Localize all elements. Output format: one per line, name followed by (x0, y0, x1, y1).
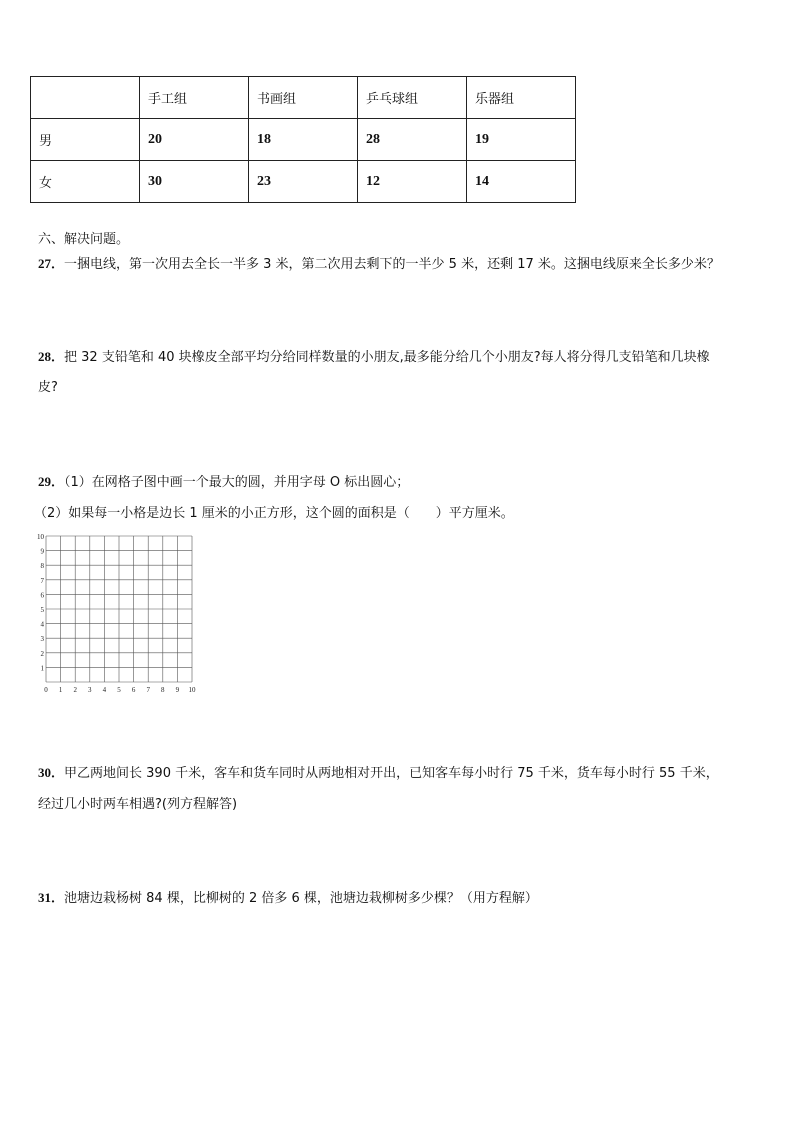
question-number: 31． (38, 890, 65, 905)
grid-y-label: 2 (40, 649, 44, 658)
grid-y-label: 3 (40, 635, 44, 644)
table-cell: 19 (467, 119, 576, 161)
grid-y-label: 10 (37, 533, 44, 541)
table-header-row (31, 77, 576, 119)
row-label: 男 (31, 119, 140, 161)
grid-y-label: 5 (40, 606, 44, 614)
table-cell: 28 (358, 119, 467, 161)
question-text: （1）在网格子图中画一个最大的圆，并用字母 O 标出圆心； (64, 475, 410, 490)
table-cell: 12 (358, 161, 467, 203)
question-text: 甲乙两地间长 390 千米，客车和货车同时从两地相对开出，已知客车每小时行 75 千米，货车每小时行 55 千米， (64, 766, 719, 781)
grid-x-label: 8 (161, 686, 165, 692)
question-number: 28． (38, 349, 65, 364)
table-cell: 23 (249, 161, 358, 203)
row-label: 女 (31, 161, 140, 203)
grid-x-label: 6 (131, 686, 136, 692)
grid-x-label: 0 (44, 686, 48, 692)
grid-x-label: 9 (175, 686, 180, 692)
table-header-cell (31, 77, 140, 119)
question-27 (38, 253, 720, 272)
question-30 (38, 762, 719, 781)
question-29 (38, 471, 409, 490)
grid-y-label: 7 (40, 576, 44, 585)
section-title: 六、解决问题。 (38, 232, 130, 247)
table-cell: 14 (467, 161, 576, 203)
grid-x-label: 10 (188, 686, 196, 692)
grid-x-label: 5 (117, 686, 121, 692)
grid-y-label: 6 (40, 591, 44, 600)
question-number: 27． (38, 256, 65, 271)
grid-x-label: 4 (102, 686, 107, 692)
question-number: 30． (38, 765, 65, 780)
table-cell: 30 (140, 161, 249, 203)
grid-x-label: 2 (73, 686, 77, 692)
grid-y-label: 1 (40, 664, 44, 673)
question-text: 池塘边栽杨树 84 棵，比柳树的 2 倍多 6 棵，池塘边栽柳树多少棵？（用方程解） (64, 891, 538, 906)
question-text: 一捆电线，第一次用去全长一半多 3 米，第二次用去剩下的一半少 5 米，还剩 17 米。这捆电线原来全长多少米？ (64, 257, 720, 272)
grid-y-label: 4 (40, 620, 44, 629)
question-31 (38, 887, 538, 906)
table-header-cell: 手工组 (140, 77, 249, 119)
grid-y-label: 8 (40, 562, 44, 571)
grid-svg (34, 532, 204, 692)
question-28 (38, 346, 710, 365)
table-header-cell: 乐器组 (467, 77, 576, 119)
grid-y-label: 9 (40, 547, 44, 556)
grid-x-label: 7 (146, 686, 150, 692)
table-header-cell: 乒乓球组 (358, 77, 467, 119)
question-29-part2: （2）如果每一小格是边长 1 厘米的小正方形，这个圆的面积是（ ）平方厘米。 (34, 506, 514, 521)
table-cell: 20 (140, 119, 249, 161)
question-28-continued: 皮? (38, 380, 58, 395)
grid-x-label: 3 (88, 686, 92, 692)
grid-x-label: 1 (58, 686, 63, 692)
group-table (30, 76, 576, 203)
table-cell: 18 (249, 119, 358, 161)
grid-figure (34, 532, 204, 692)
table-row (31, 119, 576, 161)
question-number: 29． (38, 474, 65, 489)
question-30-continued: 经过几小时两车相遇?(列方程解答) (38, 797, 238, 812)
table-header-cell: 书画组 (249, 77, 358, 119)
table-row (31, 161, 576, 203)
question-text: 把 32 支铅笔和 40 块橡皮全部平均分给同样数量的小朋友,最多能分给几个小朋友?每人将分得几支铅笔和几块橡 (64, 350, 710, 365)
